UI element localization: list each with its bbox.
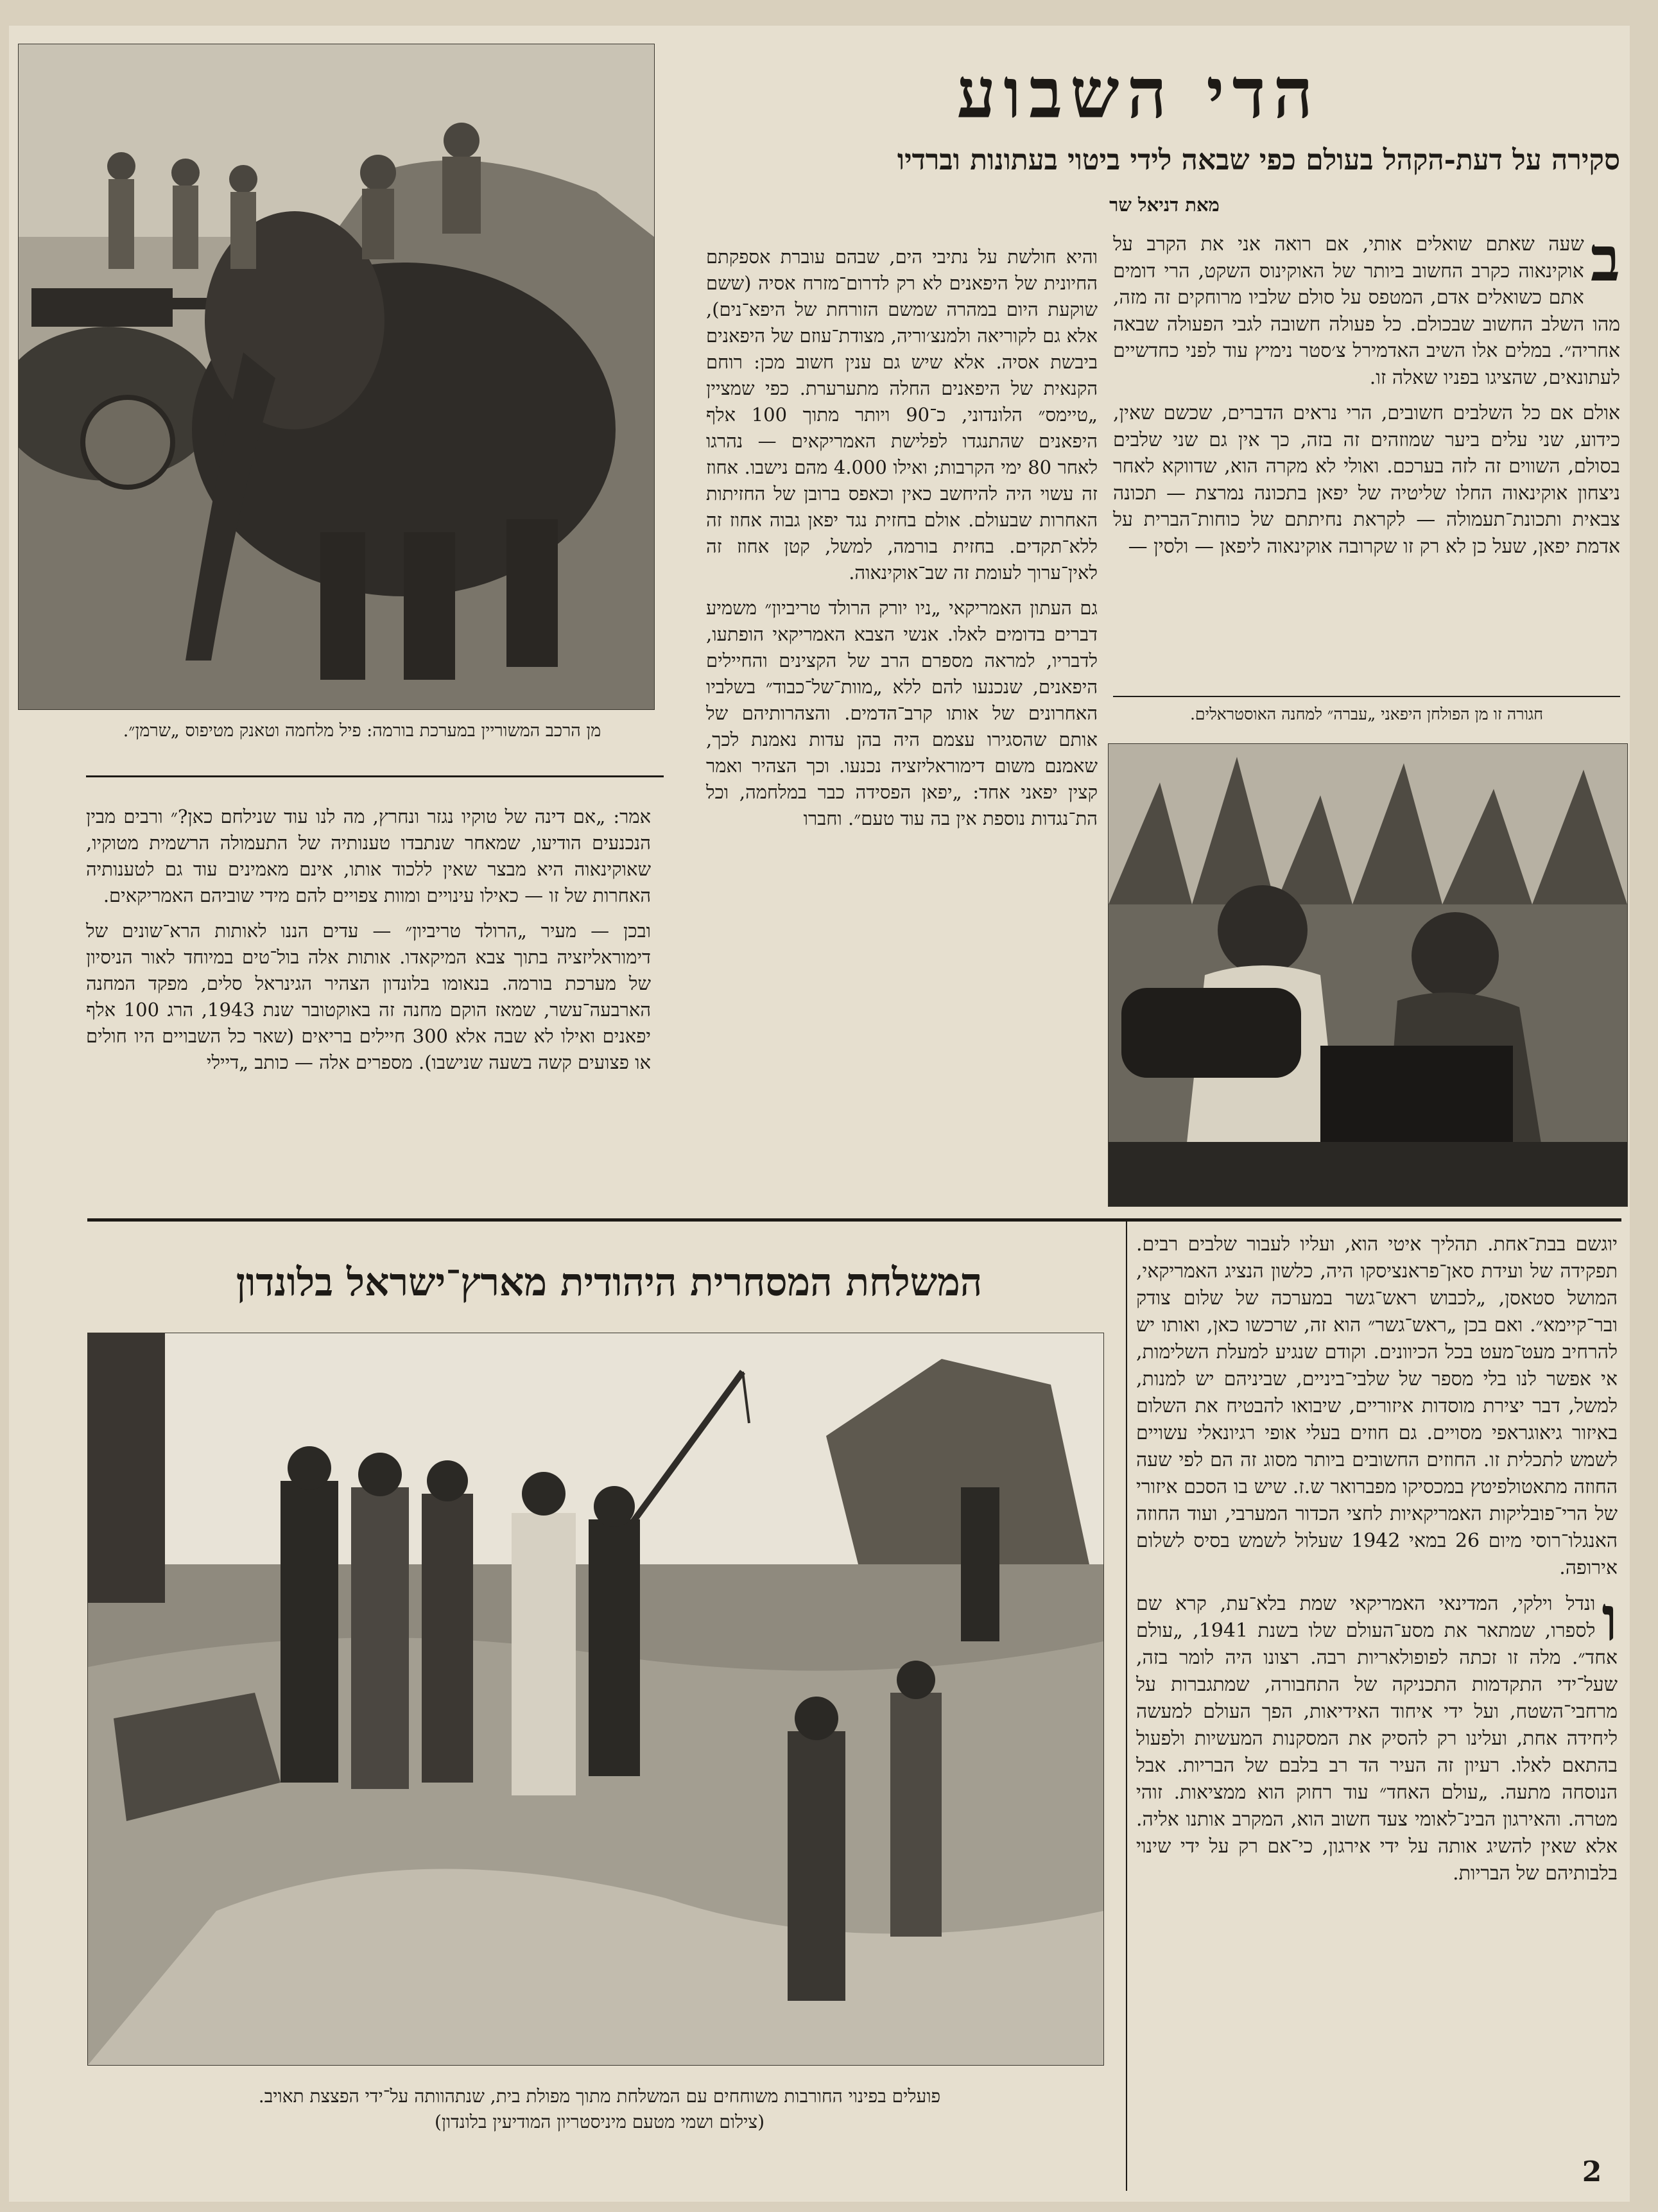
divider-rule [1113, 696, 1620, 697]
soldiers-illustration [1109, 744, 1627, 1206]
section-divider [87, 1218, 1621, 1222]
paragraph-text: שעה שאתם שואלים אותי, אם רואה אני את הקרב על אוקינאוה כקרב החשוב ביותר של האוקינוס השקט, הרי דומים אתם כשואלים אדם, המטפס על סולם שלביו מרוחקים זה מזה, מהו השלב החשוב שבכולם. כל פעולה חשובה לגבי הפעולה שבאה אחריה״. במלים אלו השיב האדמירל צ׳סטר נימיץ עוד לפני כחדשיים לעתונאים, שהציגו בפניו שאלה זו. [1113, 233, 1620, 389]
drop-cap: ב [1590, 231, 1620, 295]
article-byline: מאת דניאל שר [1109, 194, 1220, 216]
magazine-page [9, 26, 1630, 2202]
photo-credit: (צילום ושמי מטעם מיניסטריון המודיעין בלונדון) [434, 2111, 765, 2132]
paragraph: והיא חולשת על נתיבי הים, שבהם עוברת אספקתם החיונית של היפאנים לא רק לדרום־מזרח אסיה (ששם שוקעת היום במהרה שמשם הזורחת של היפא־נים), אלא גם לקוריאה ולמנצ׳וריה, מצודת־עוזם של היפאנים ביבשת אסיה. אלא שיש גם ענין חשוב מכן: רוחם הקנאית של היפאנים החלה מתערערת. כפי שמציין „טיימס״ הלונדוני, כ־90 ויותר מתוך 100 אלף היפאנים שהתנגדו לפלישת האמריקאים — נהרגו לאחר 80 ימי הקרבות; ואילו 4.000 מהם נישבו. אחוז זה עשוי היה להיחשב כאין וכאפס ברובן של החזיתות האחרות שבעולם. אולם בחזית נגד יפאן גבוה אחוז זה ללא־תקדים. בחזית בורמה, למשל, קטן אחוז זה לאין־ערוך לעומת זה שב־אוקינאוה. [706, 246, 1098, 583]
column-divider [1126, 1222, 1127, 2191]
paragraph [1136, 1582, 1618, 1887]
drop-cap: ו [1602, 1582, 1618, 1655]
divider-rule [86, 775, 664, 777]
column-middle [706, 244, 1098, 1245]
mission-caption [99, 2084, 1100, 2135]
paragraph: אולם אם כל השלבים חשובים, הרי נראים הדברים, שכשם שאין, כידוע, שני עלים ביער שמוזהים זה בזה, כך אין גם שני שלבים בסולם, השווים זה לזה בערכם. ואולי לא מקרה הוא, שדווקא לאחר ניצחון אוקינאוה החלו שליטיה של יפאן בתכונה נמרצת — תכונה צבאית ותכונת־תעמולה — לקראת נחיתתם של כוחות־הברית על אדמת יפאן, שעל כן לא רק זו שקרובה אוקינאוה ליפאן — ולסין — [1113, 402, 1620, 558]
elephant-photo [18, 44, 655, 710]
soldiers-caption: חגורה זו מן הפולחן היפאני „עברה״ למחנה האוסטראלים. [1189, 705, 1544, 723]
paragraph [1113, 231, 1620, 391]
column-left [86, 804, 651, 1227]
paragraph: יוגשם בבת־אחת. תהליך איטי הוא, ועליו לעבור שלבים רבים. תפקידה של ועידת סאן־פראנציסקו היה, כלשון הנציג האמריקאי, המושל סטאסן, „לכבוש ראש־גשר במערכה של שלום צודק ובר־קיימא״. ואם בכן „ראש־גשר״ הוא זה, שרכשו כאן, ואותו יש להרחיב מעט־מעט בכל הכיוונים. וקודם שנגיע למעלת השלימות, אי אפשר לנו בלי מספר של שלבי־ביניים, שביניהם יש למנות, למשל, דבר יצירת מוסדות איזוריים, שיבואו להבטיח את השלום באיזור גיאוגראפי מסויים. גם חוזים בעלי אופי רגיונאלי עשויים לשמש לתכלית זו. החוזים החשובים ביותר מסוג זה הם לפי שעה החוזה מתאטולפיטץ במכסיקו מפברואר ש.ז. שיש בו הסכם איזורי של הרי־פובליקות האמריקאיות לחצי הכדור המערבי, ועוד החוזה האנגלו־רוסי מיום 26 במאי 1942 שעלול לשמש בסיס לשלום אירופה. [1136, 1233, 1618, 1579]
paragraph: אמר: „אם דינה של טוקיו נגזר ונחרץ, מה לנו עוד שנילחם כאן?״ ורבים מבין הנכנעים הודיעו, שמאחר שנתבדו טענותיה של התעמולה הרשמית מטוקיו, שאוקינאוה היא מבצר שאין ללכוד אותו, אינם מאמינים עוד גם לטענותיה האחרות של זו — כאילו עינויים ומוות צפויים להם מידי שוביהם האמריקאים. [86, 806, 651, 906]
mission-photo [87, 1333, 1104, 2066]
elephant-caption: מן הרכב המשוריין במערכת בורמה: פיל מלחמה וטאנק מטיפוס „שרמן״. [123, 721, 601, 741]
mission-caption-line: פועלים בפינוי החורבות משוחחים עם המשלחת מתוך מפולת בית, שנתהוותה על־ידי הפצצת תאויב. [258, 2086, 941, 2107]
column-bottom-right [1136, 1231, 1618, 2162]
paragraph: ובכן — מעיר „הרולד טריביון״ — עדים הננו לאותות הרא־שונים של דימוראליזציה בתוך צבא המיקאדו. אותות אלה בול־טים במיוחד לאור הניסיון של מערכת בורמה. בנאומו בלונדון הצהיר הגינראל סלים, מפקד המחנה הארבעה־עשר, שמאז הוקם מחנה זה באוקטובר שנת 1943, הרג 100 אלף יפאנים ואילו לא שבה אלא 300 חיילים בריאים (שאר כל השבויים היו חולים או פצועים קשה בשעה שנישבו). מספרים אלה — כותב „דיילי [86, 920, 651, 1073]
paragraph: גם העתון האמריקאי „ניו יורק הרולד טריביון״ משמיע דברים בדומים לאלו. אנשי הצבא האמריקאי הופתעו, לדבריו, למראה מספרם הרב של הקצינים והחיילים היפאנים, שנכנעו להם ללא „מוות־של־כבוד״ בשלביו האחרונים של אותו קרב־הדמים. והצהרותיהם של אותם שהסגירו עצמם היה בהן עדות נאמנת לכך, שאמנם משום דימוראליזציה נכנעו. וכך הצהיר ואמר קצין יפאני אחד: „יפאן הפסידה כבר במלחמה, וכל הת־נגדות נוספת אין בה עוד טעם״. וחברו [706, 597, 1098, 829]
paragraph-text: ונדל וילקי, המדינאי האמריקאי שמת בלא־עת, קרא שם לספרו, שמתאר את מסע־העולם שלו בשנת 1941, „עולם אחד״. מלה זו זכתה לפופולאריות רבה. רצונו היה לומר בזה, שעל־ידי התקדמות התכניקה של התחבורה, שמתגברות על מרחבי־השטח, ועל ידי איחוד האידיאות, הפך העולם למעשה ליחידה אחת, ועלינו רק להסיק את המסקנות המעשיות ולפעול בהתאם לאלו. רעיון זה העיר הד רב בלבם של הבריות. אבל הנוסחה מתעה. „עולם האחד״ עוד רחוק הוא ממציאות. זוהי מטרה. והאירגון הבינ־לאומי צעד חשוב הוא, המקרב אותנו אליה. אלא שאין להשיג אותה על ידי אירגון, כי־אם רק על ידי שינוי בלבותיהם של הבריות. [1136, 1593, 1618, 1885]
article-subtitle: סקירה על דעת-הקהל בעולם כפי שבאה לידי ביטוי בעתונות וברדיו [897, 144, 1620, 177]
column-right-top [1113, 231, 1620, 693]
soldiers-photo [1108, 743, 1628, 1207]
section-title: המשלחת המסחרית היהודית מארץ־ישראל בלונדון [236, 1260, 983, 1305]
rubble-scene-illustration [88, 1333, 1103, 2065]
page-number: 2 [1582, 2156, 1602, 2188]
article-title: הדי השבוע [956, 53, 1321, 134]
elephant-illustration [19, 44, 654, 709]
